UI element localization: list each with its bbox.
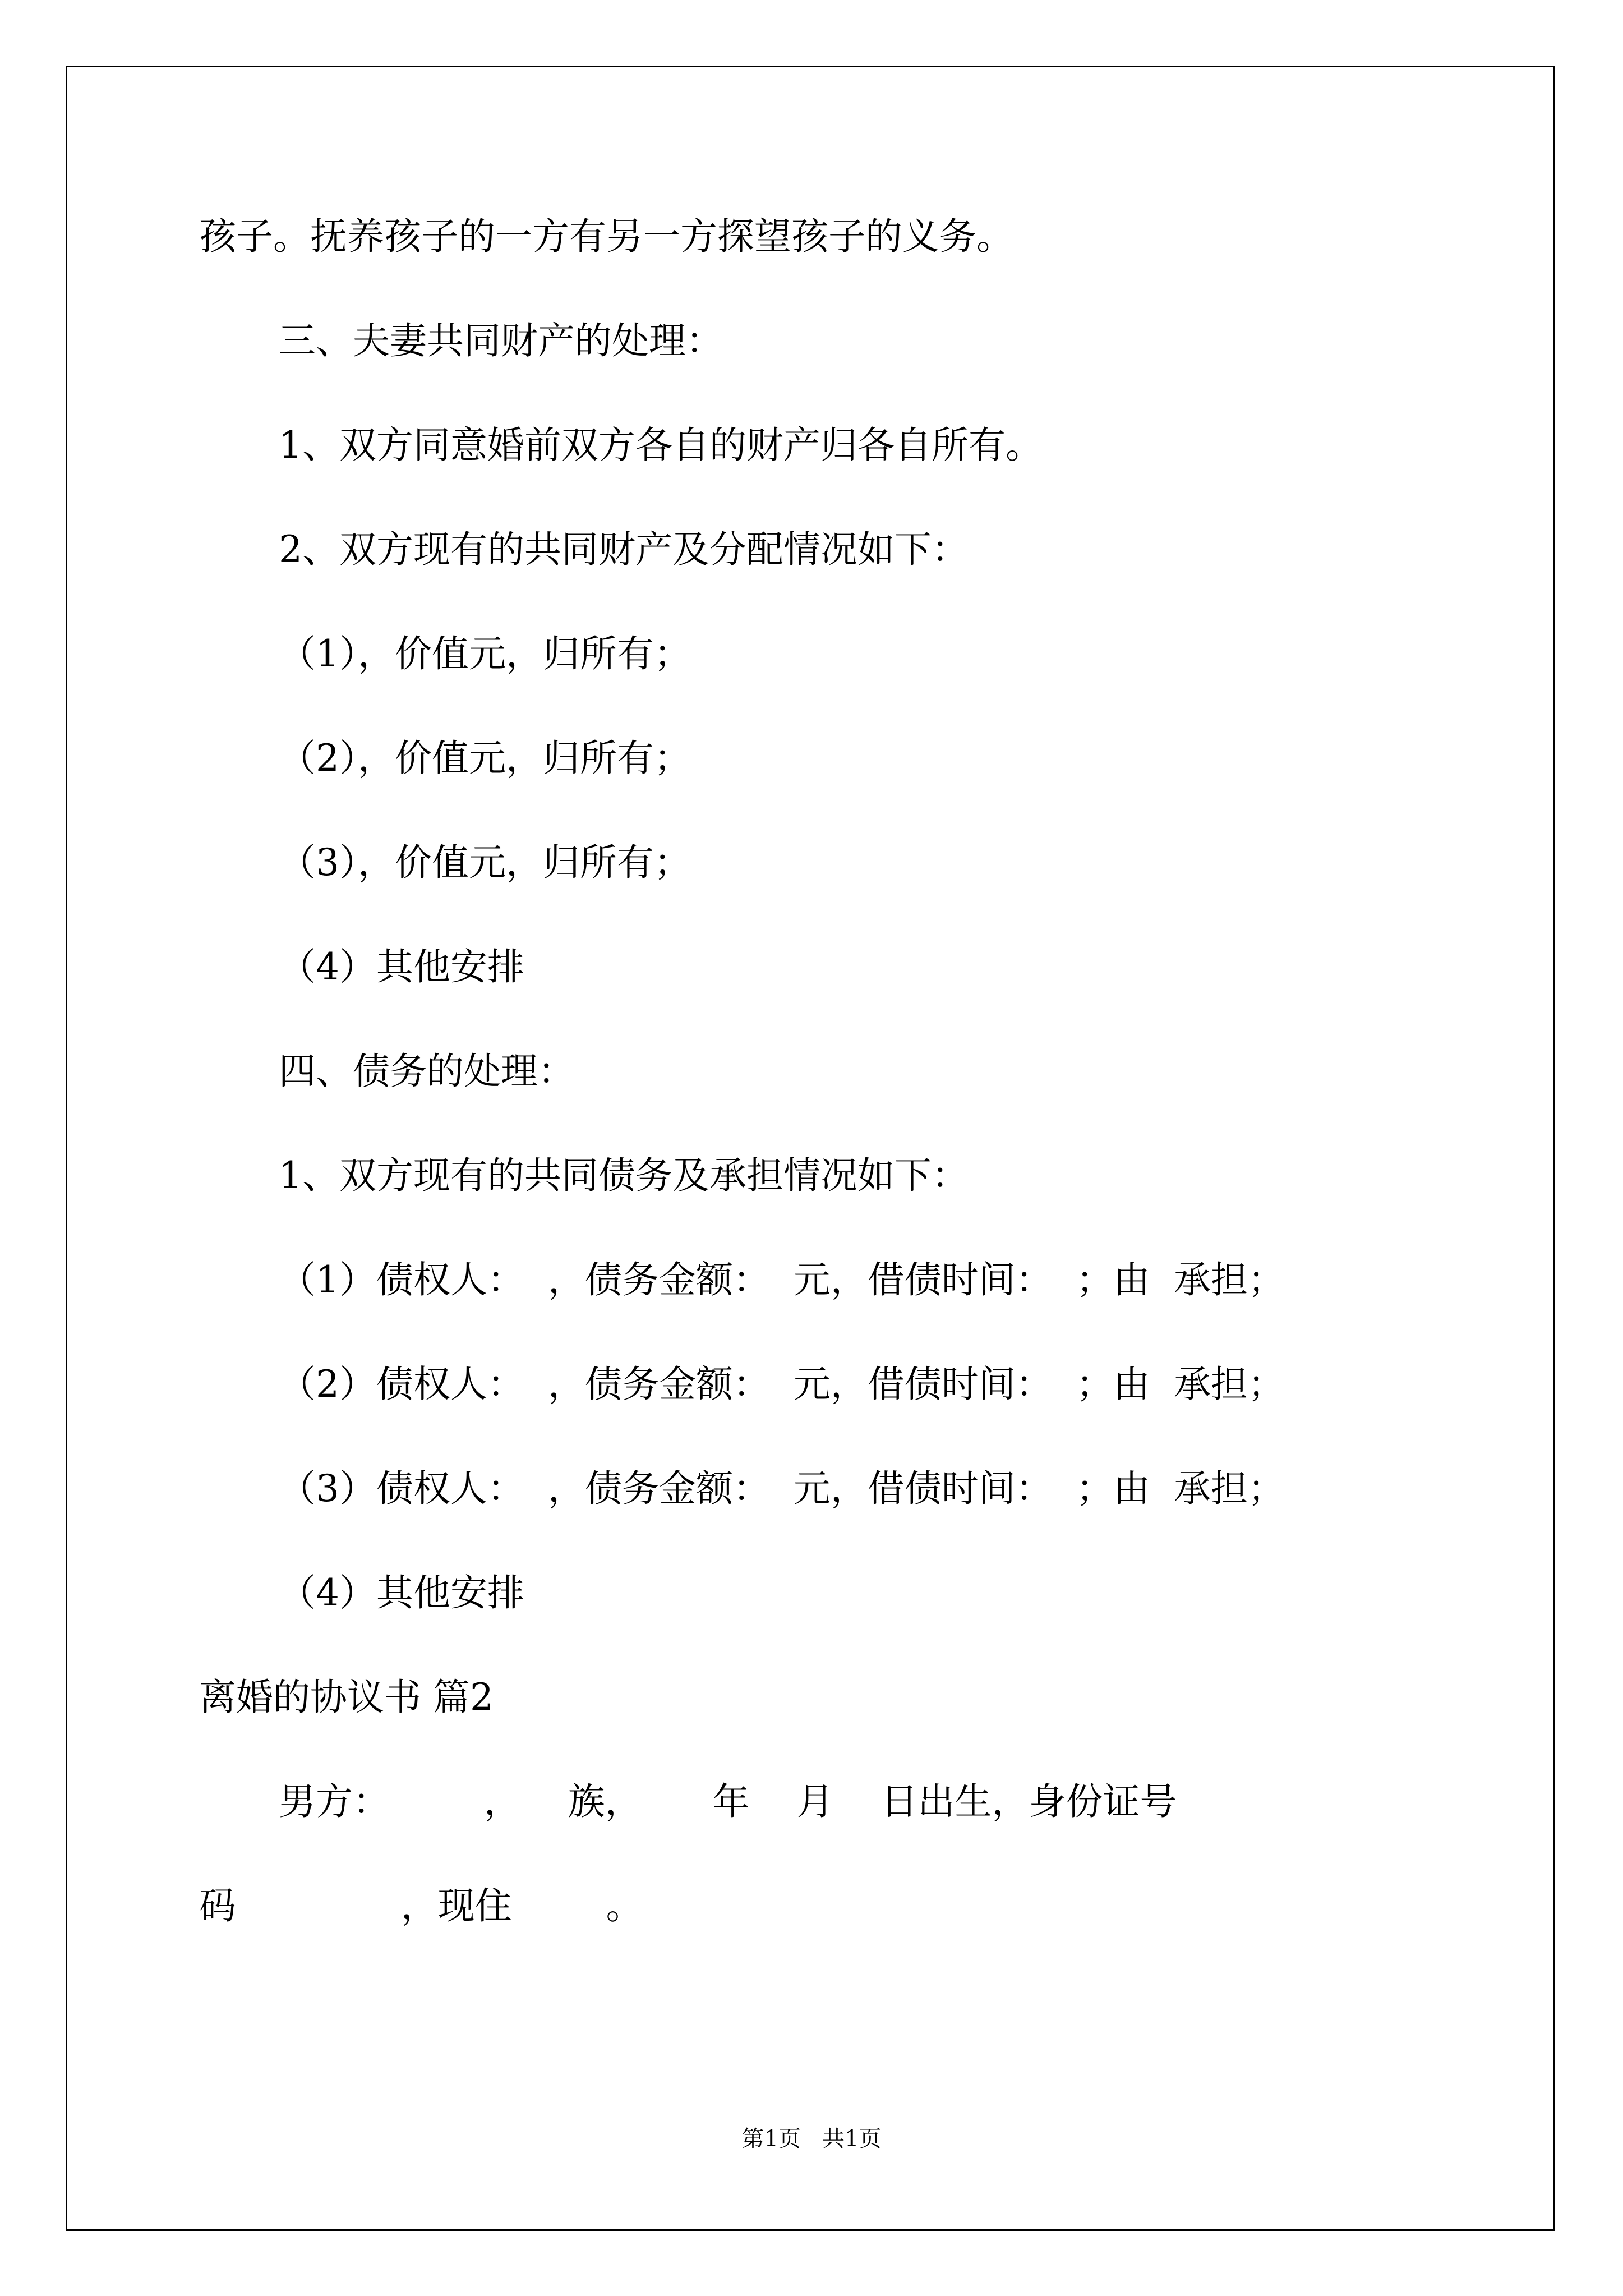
body-line-10: 1、双方现有的共同债务及承担情况如下： (279, 1154, 969, 1197)
section-heading-debt: 四、债务的处理： (279, 1050, 575, 1093)
debt-item-1: （1）债权人： ，债务金额： 元，借债时间： ；由 承担； (279, 1258, 1285, 1301)
section-heading-property: 三、夫妻共同财产的处理： (279, 319, 723, 362)
debt-item-4: （4）其他安排 (279, 1571, 524, 1614)
body-line-3: 1、双方同意婚前双方各自的财产归各自所有。 (279, 424, 1043, 467)
body-line-4: 2、双方现有的共同财产及分配情况如下： (279, 528, 969, 571)
property-item-1: （1），价值元，归所有； (279, 632, 691, 675)
article-title: 离婚的协议书 篇2 (199, 1676, 494, 1719)
party-male-line-cont: 码 ，现住 。 (199, 1884, 643, 1927)
debt-item-3: （3）债权人： ，债务金额： 元，借债时间： ；由 承担； (279, 1467, 1285, 1510)
property-item-4: （4）其他安排 (279, 945, 524, 988)
page-footer: 第1页 共1页 (741, 2126, 882, 2152)
party-male-line: 男方： ， 族， 年 月 日出生，身份证号 (279, 1780, 1177, 1823)
property-item-3: （3），价值元，归所有； (279, 841, 691, 884)
property-item-2: （2），价值元，归所有； (279, 737, 691, 780)
debt-item-2: （2）债权人： ，债务金额： 元，借债时间： ；由 承担； (279, 1363, 1285, 1406)
body-line-1: 孩子。抚养孩子的一方有另一方探望孩子的义务。 (199, 215, 1013, 258)
